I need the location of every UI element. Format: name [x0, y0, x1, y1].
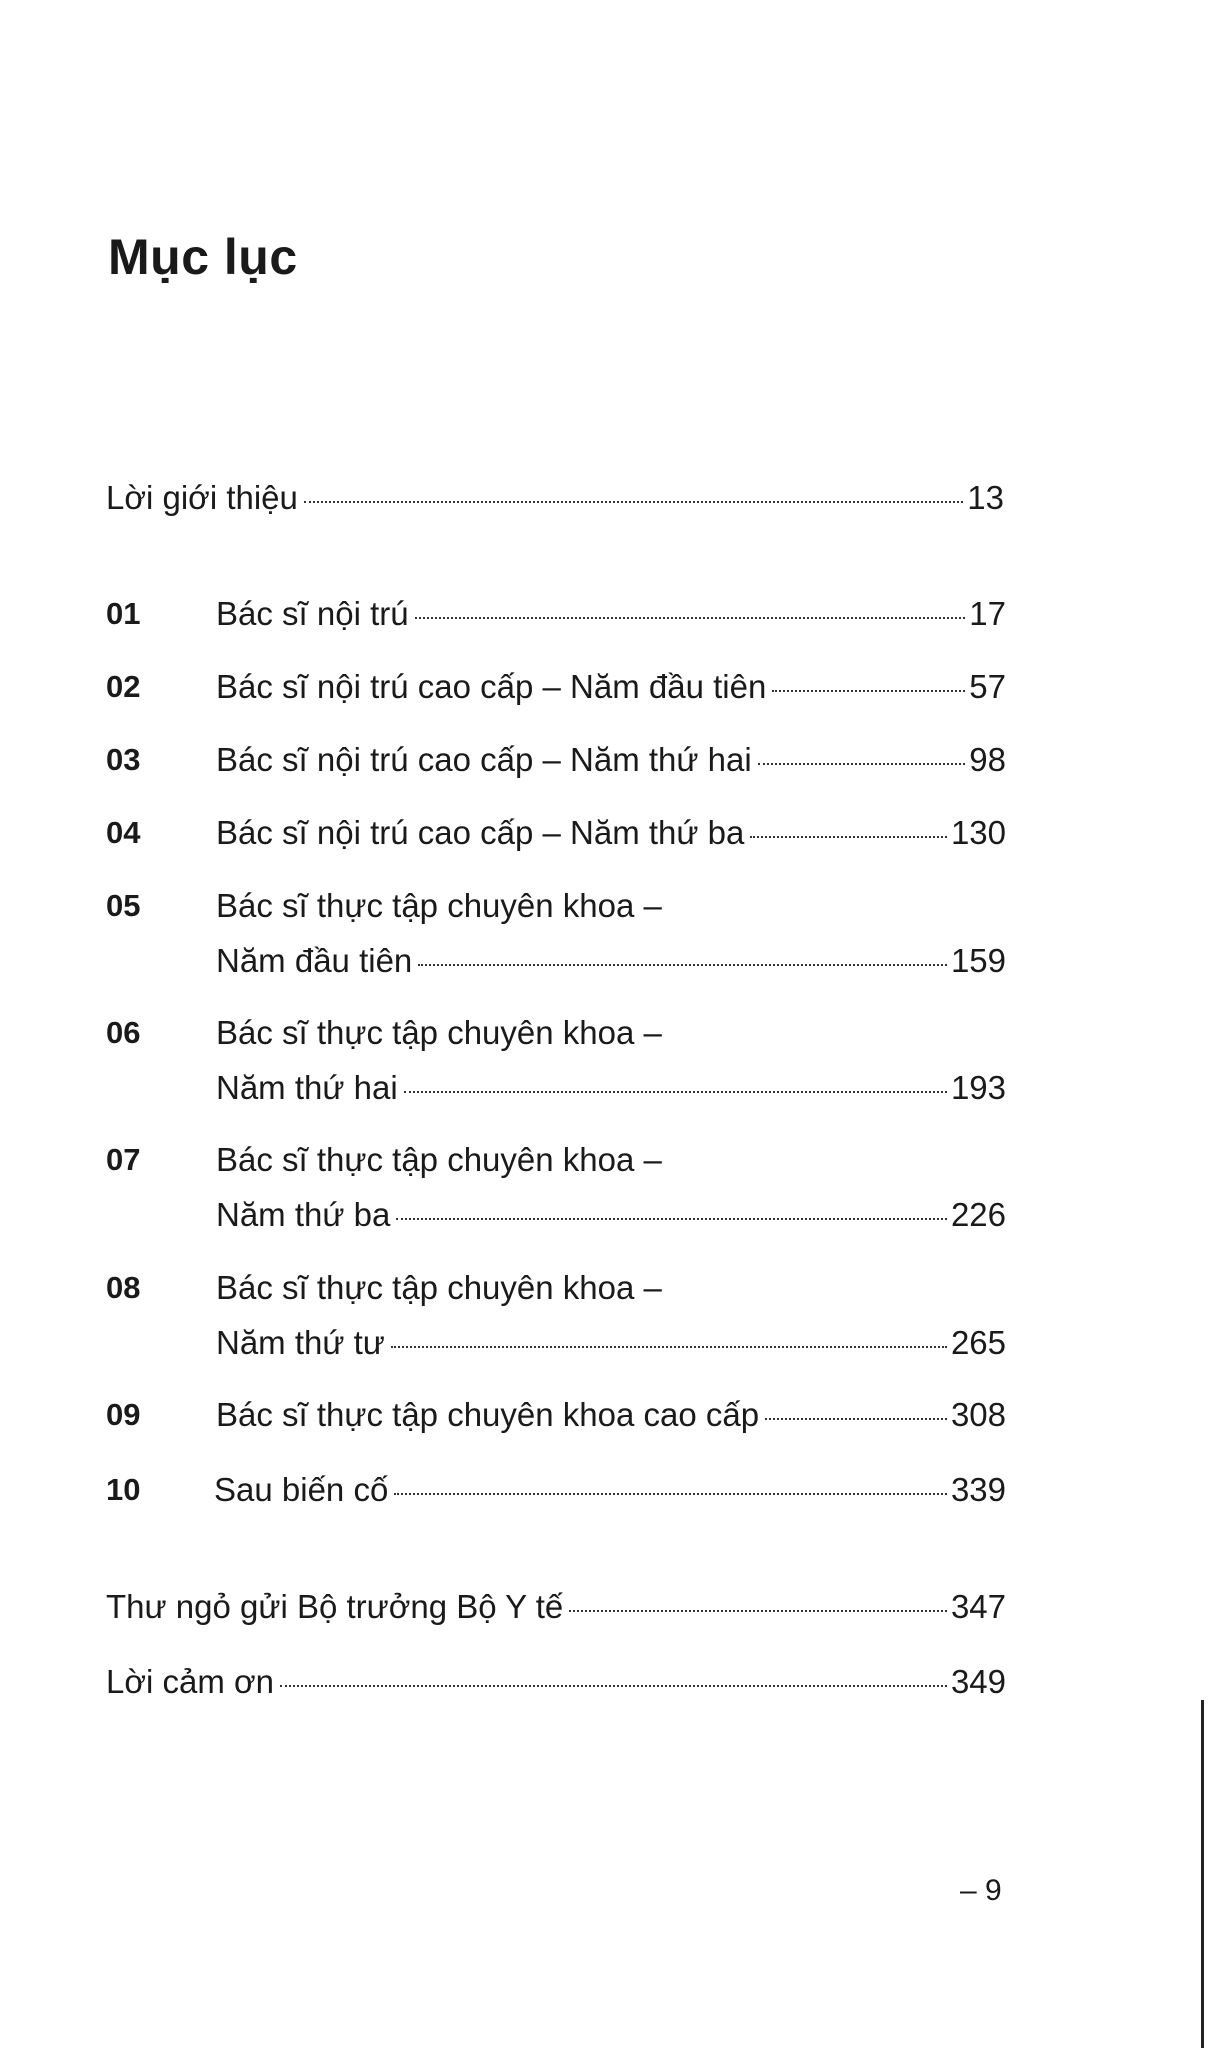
- toc-line: [216, 667, 1006, 722]
- dot-leader: [404, 1090, 947, 1093]
- chapter-number: 04: [106, 815, 141, 850]
- toc-page-number: 159: [950, 942, 1006, 979]
- chapter-number: 10: [106, 1472, 141, 1507]
- toc-page-number: 130: [950, 814, 1006, 851]
- toc-line: [216, 813, 1006, 868]
- toc-line: [216, 1195, 1006, 1250]
- dot-leader: [304, 500, 963, 503]
- toc-page-number: 226: [950, 1196, 1006, 1233]
- chapter-title: Bác sĩ nội trú cao cấp – Năm đầu tiên: [216, 668, 767, 705]
- toc-page-number: 193: [950, 1069, 1006, 1106]
- toc-entry-label: Lời giới thiệu: [106, 479, 298, 516]
- chapter-number: 09: [106, 1397, 141, 1432]
- toc-line: [106, 1662, 1006, 1717]
- dot-leader: [415, 616, 966, 619]
- toc-page-number: 347: [950, 1588, 1006, 1625]
- chapter-number: 08: [106, 1270, 141, 1305]
- toc-entry-label: Thư ngỏ gửi Bộ trưởng Bộ Y tế: [106, 1588, 564, 1625]
- toc-entry-label: Lời cảm ơn: [106, 1663, 274, 1700]
- chapter-number: 05: [106, 888, 141, 923]
- toc-page-number: 308: [950, 1396, 1006, 1433]
- dot-leader: [280, 1684, 947, 1687]
- toc-line: [216, 941, 1006, 996]
- chapter-title-line-1: Bác sĩ thực tập chuyên khoa –: [216, 887, 662, 924]
- toc-page-number: 17: [969, 595, 1006, 632]
- toc-line: [106, 1587, 1006, 1642]
- toc-line: [216, 1395, 1006, 1450]
- toc-page-number: 265: [950, 1324, 1006, 1361]
- toc-page-number: 98: [969, 741, 1006, 778]
- chapter-title-line-2: Năm thứ ba: [216, 1196, 391, 1233]
- toc-line: [216, 740, 1006, 795]
- toc-line: [106, 478, 1004, 533]
- chapter-number: 07: [106, 1142, 141, 1177]
- dot-leader: [394, 1492, 947, 1495]
- chapter-title-line-2: Năm thứ tư: [216, 1324, 385, 1361]
- chapter-title-line-2: Năm đầu tiên: [216, 942, 413, 979]
- chapter-number: 03: [106, 742, 141, 777]
- chapter-title: Bác sĩ nội trú: [216, 595, 409, 632]
- page-edge-line: [1201, 1700, 1204, 2048]
- chapter-title: Bác sĩ thực tập chuyên khoa cao cấp: [216, 1396, 760, 1433]
- toc-line: [216, 594, 1006, 649]
- chapter-number: 06: [106, 1015, 141, 1050]
- chapter-title: Sau biến cố: [214, 1471, 389, 1508]
- chapter-title: Bác sĩ nội trú cao cấp – Năm thứ hai: [216, 741, 752, 778]
- chapter-title-line-1: Bác sĩ thực tập chuyên khoa –: [216, 1269, 662, 1306]
- toc-entry-letter[interactable]: [106, 1587, 1006, 1642]
- dot-leader: [765, 1417, 947, 1420]
- page-number: – 9: [960, 1874, 1002, 1907]
- dot-leader: [418, 963, 947, 966]
- dot-leader: [396, 1217, 947, 1220]
- toc-line: [214, 1470, 1006, 1525]
- toc-entry-intro[interactable]: [106, 478, 1004, 533]
- toc-line: [216, 1068, 1006, 1123]
- dot-leader: [391, 1345, 947, 1348]
- chapter-title-line-2: Năm thứ hai: [216, 1069, 398, 1106]
- toc-page-number: 57: [969, 668, 1006, 705]
- dot-leader: [569, 1609, 947, 1612]
- chapter-title-line-1: Bác sĩ thực tập chuyên khoa –: [216, 1141, 662, 1178]
- toc-page-number: 349: [950, 1663, 1006, 1700]
- dot-leader: [750, 835, 947, 838]
- toc-line: [216, 1323, 1006, 1378]
- toc-entry-acknowledgements[interactable]: [106, 1662, 1006, 1717]
- chapter-number: 02: [106, 669, 141, 704]
- chapter-number: 01: [106, 596, 141, 631]
- page-title: Mục lục: [108, 229, 298, 285]
- chapter-title-line-1: Bác sĩ thực tập chuyên khoa –: [216, 1014, 662, 1051]
- chapter-title: Bác sĩ nội trú cao cấp – Năm thứ ba: [216, 814, 745, 851]
- dot-leader: [772, 689, 965, 692]
- toc-page-number: 13: [967, 479, 1004, 516]
- dot-leader: [758, 762, 966, 765]
- toc-page-number: 339: [950, 1471, 1006, 1508]
